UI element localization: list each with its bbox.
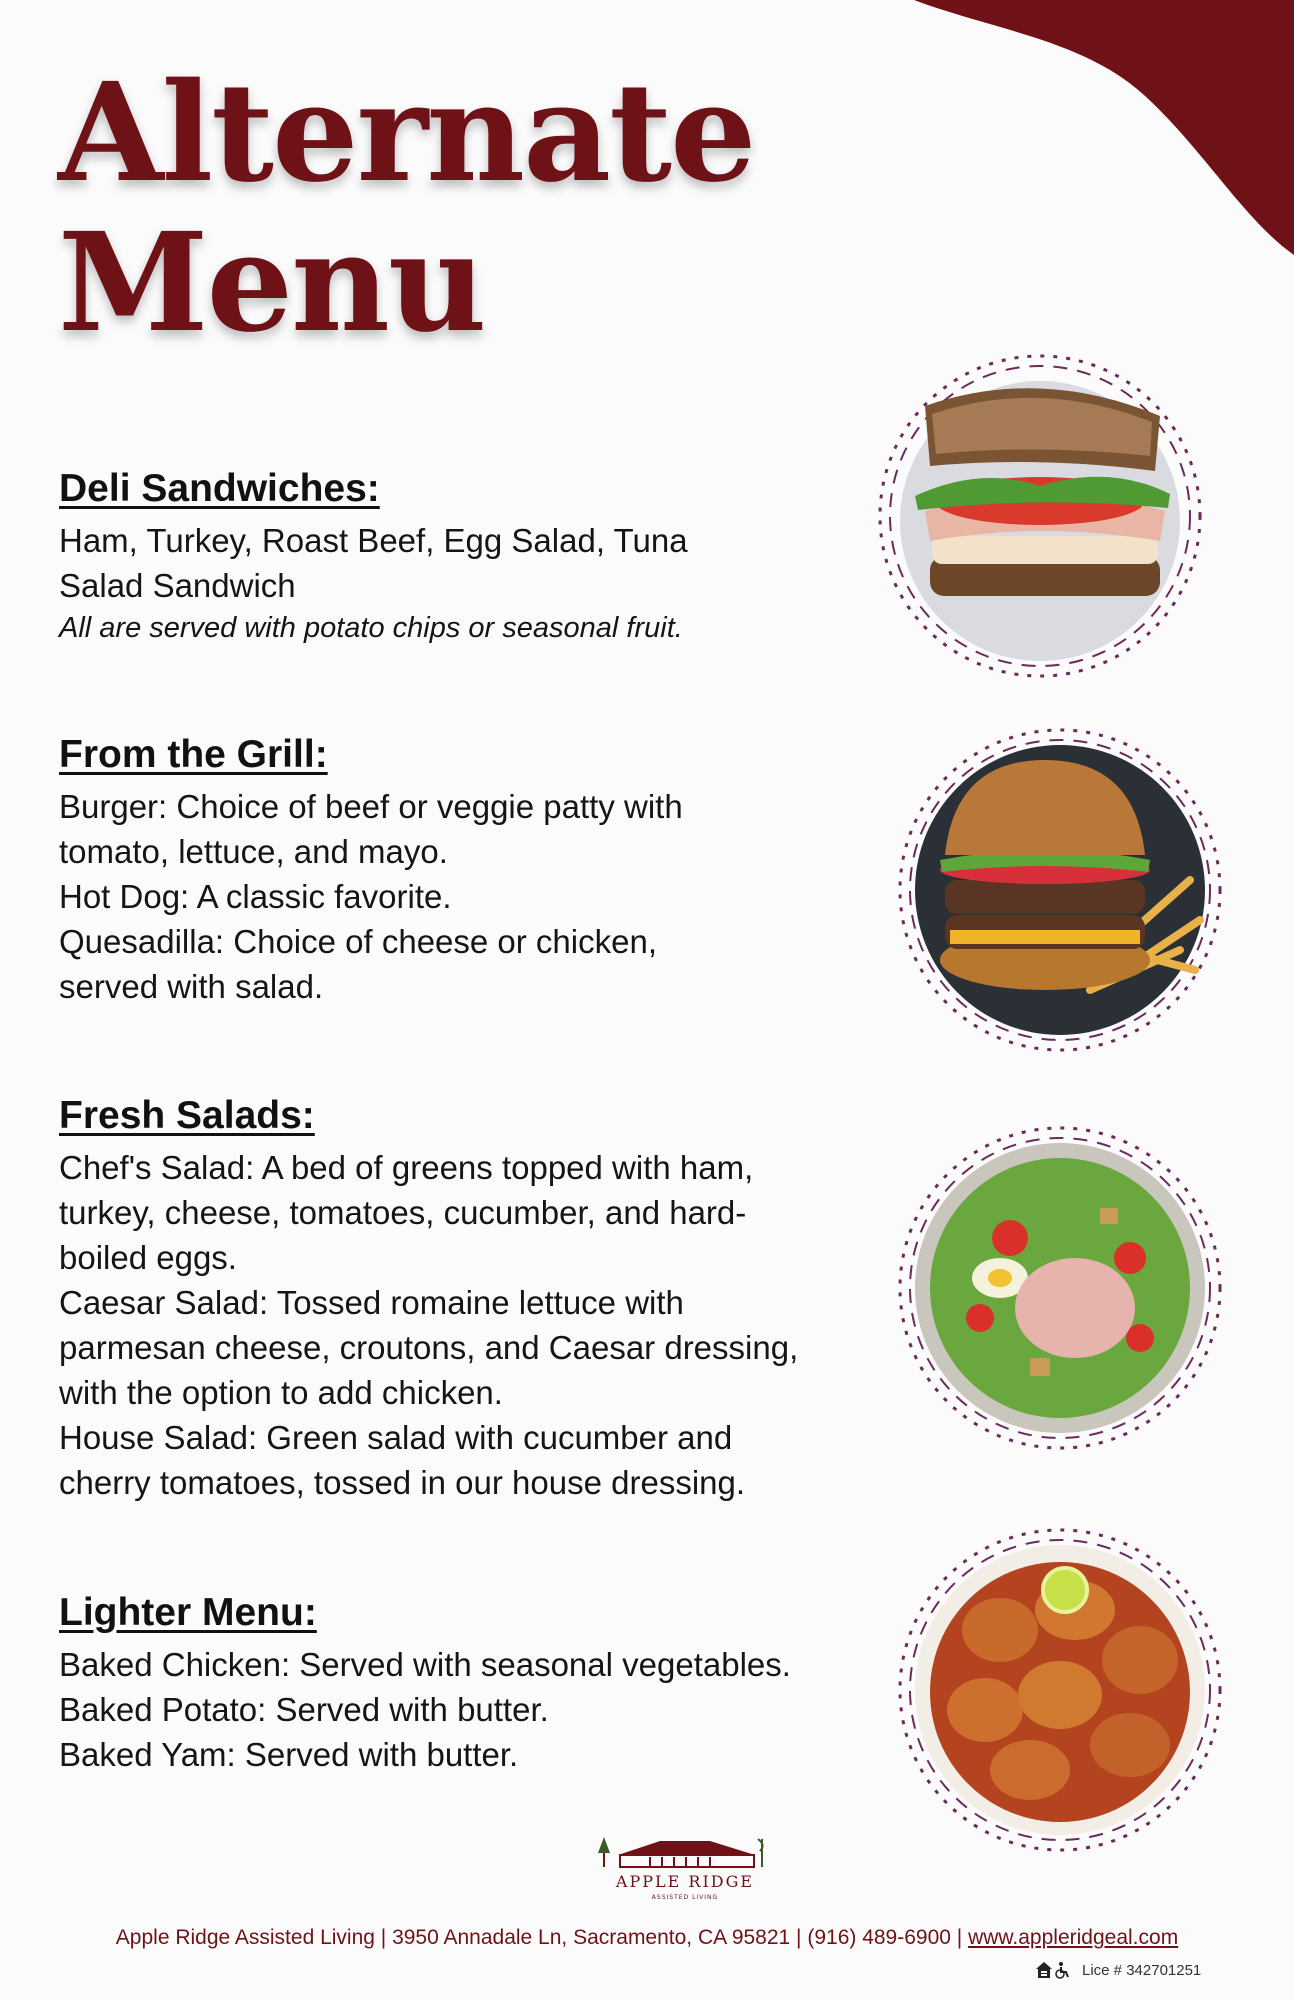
menu-line: with the option to add chicken. bbox=[59, 1374, 503, 1411]
menu-line: Baked Chicken: Served with seasonal vegetables. bbox=[59, 1646, 791, 1683]
apple-ridge-logo bbox=[590, 1833, 780, 1913]
section-fresh-salads bbox=[59, 1093, 879, 1505]
menu-line: boiled eggs. bbox=[59, 1239, 237, 1276]
page-title bbox=[58, 53, 755, 363]
title-line-1: Alternate bbox=[58, 53, 755, 213]
equal-housing-accessibility-icon bbox=[1034, 1960, 1074, 1980]
menu-line: Baked Yam: Served with butter. bbox=[59, 1736, 519, 1773]
chicken-photo bbox=[890, 1520, 1230, 1860]
menu-line: Chef's Salad: A bed of greens topped with ham, bbox=[59, 1149, 754, 1186]
section-deli-sandwiches bbox=[59, 466, 879, 648]
section-heading: From the Grill: bbox=[59, 733, 328, 776]
section-heading: Lighter Menu: bbox=[59, 1591, 317, 1634]
menu-note: All are served with potato chips or seasonal fruit. bbox=[59, 612, 683, 644]
menu-line: Salad Sandwich bbox=[59, 567, 296, 604]
section-heading: Deli Sandwiches: bbox=[59, 467, 380, 510]
menu-line: served with salad. bbox=[59, 968, 324, 1005]
menu-line: parmesan cheese, croutons, and Caesar dressing, bbox=[59, 1329, 799, 1366]
menu-line: Ham, Turkey, Roast Beef, Egg Salad, Tuna bbox=[59, 522, 688, 559]
menu-line: turkey, cheese, tomatoes, cucumber, and hard- bbox=[59, 1194, 747, 1231]
website-link[interactable]: www.appleridgeal.com bbox=[968, 1926, 1179, 1949]
menu-line: Quesadilla: Choice of cheese or chicken, bbox=[59, 923, 657, 960]
menu-line: Hot Dog: A classic favorite. bbox=[59, 878, 452, 915]
logo-subtitle: ASSISTED LIVING bbox=[651, 1894, 719, 1901]
footer-info: Apple Ridge Assisted Living | 3950 Annadale Ln, Sacramento, CA 95821 | (916) 489-6900 | bbox=[115, 1926, 969, 1949]
menu-line: cherry tomatoes, tossed in our house dressing. bbox=[59, 1464, 746, 1501]
menu-line: House Salad: Green salad with cucumber and bbox=[59, 1419, 733, 1456]
menu-line: Burger: Choice of beef or veggie patty with bbox=[59, 788, 683, 825]
section-from-the-grill bbox=[59, 732, 879, 1009]
menu-line: tomato, lettuce, and mayo. bbox=[59, 833, 448, 870]
menu-line: Caesar Salad: Tossed romaine lettuce with bbox=[59, 1284, 684, 1321]
sandwich-photo bbox=[870, 346, 1210, 686]
menu-line: Baked Potato: Served with butter. bbox=[59, 1691, 549, 1728]
footer-contact bbox=[0, 1926, 1294, 1950]
license-row bbox=[1034, 1960, 1201, 1980]
logo-name: APPLE RIDGE bbox=[615, 1872, 755, 1891]
burger-photo bbox=[890, 720, 1230, 1060]
title-line-2: Menu bbox=[58, 203, 485, 363]
section-heading: Fresh Salads: bbox=[59, 1094, 315, 1137]
corner-decoration bbox=[914, 0, 1294, 270]
license-number: Lice # 342701251 bbox=[1082, 1961, 1202, 1979]
section-lighter-menu bbox=[59, 1590, 879, 1777]
salad-photo bbox=[890, 1118, 1230, 1458]
